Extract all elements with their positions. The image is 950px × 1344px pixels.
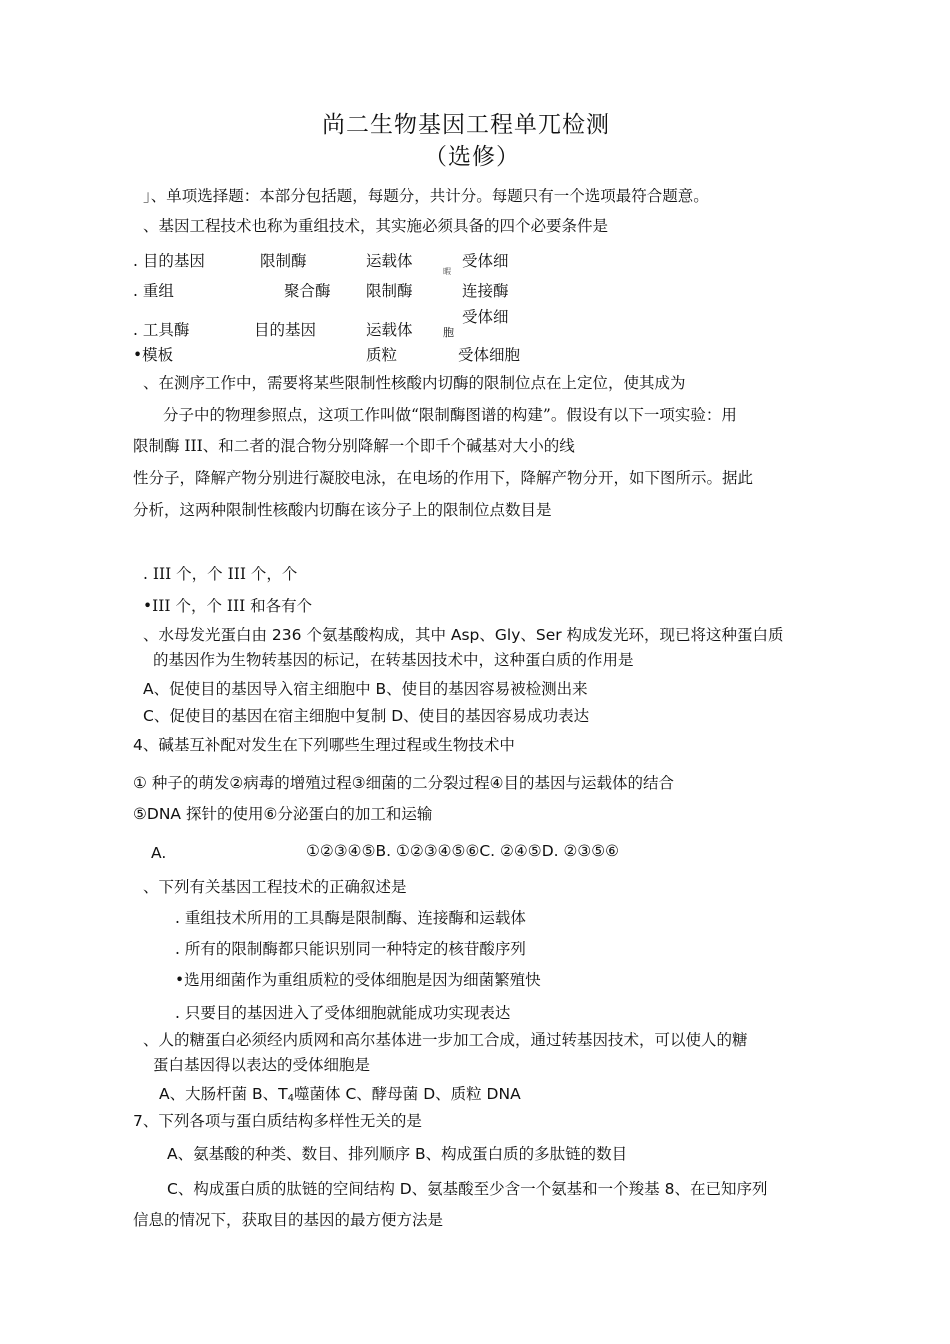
question-6-line: 蛋白基因得以表达的受体细胞是 — [153, 1056, 371, 1074]
question-5-stem: 、下列有关基因工程技术的正确叙述是 — [143, 878, 407, 896]
question-2-line: 性分子，降解产物分别进行凝胶电泳，在电场的作用下，降解产物分开，如下图所示。据此 — [133, 469, 754, 487]
q1-option-a-item: 运载体 — [366, 252, 413, 270]
q7-option-line: A、氨基酸的种类、数目、排列顺序 B、构成蛋白质的多肽链的数目 — [167, 1145, 628, 1163]
q2-option-line: •III 个，个 III 和各有个 — [143, 597, 313, 615]
question-7-stem: 7、下列各项与蛋白质结构多样性无关的是 — [133, 1112, 422, 1130]
q1-option-d-label: •模板 — [133, 346, 174, 364]
question-2-line: 限制酶 III、和二者的混合物分别降解一个即千个碱基对大小的线 — [133, 437, 575, 455]
q1-option-c-item: 运载体 — [366, 321, 413, 339]
section-header: 」、单项选择题：本部分包括题，每题分，共计分。每题只有一个选项最符合题意。 — [143, 187, 709, 205]
q1-option-b-item: 聚合酶 — [284, 282, 331, 300]
question-3-line: 的基因作为生物转基因的标记，在转基因技术中，这种蛋白质的作用是 — [153, 651, 634, 669]
q1-option-c-item: 目的基因 — [254, 321, 317, 339]
q7-option-line: C、构成蛋白质的肽链的空间结构 D、氨基酸至少含一个氨基和一个羧基 8、在已知序列 — [167, 1180, 768, 1198]
q6-options-subscript: 4 — [287, 1093, 295, 1104]
q1-artifact-mark: 暇 — [443, 267, 451, 276]
q5-option-line: . 所有的限制酶都只能识别同一种特定的核苷酸序列 — [175, 940, 526, 958]
q3-option-line: A、促使目的基因导入宿主细胞中 B、使目的基因容易被检测出来 — [143, 680, 588, 698]
q4-options-line: ①②③④⑤B. ①②③④⑤⑥C. ②④⑤D. ②③⑤⑥ — [306, 842, 620, 860]
q1-option-b-label: . 重组 — [133, 282, 174, 300]
q1-option-a-label: . 目的基因 — [133, 252, 205, 270]
q5-option-line: . 重组技术所用的工具酶是限制酶、连接酶和运载体 — [175, 909, 526, 927]
question-8-line: 信息的情况下，获取目的基因的最方便方法是 — [133, 1211, 444, 1229]
question-4-line: ⑤DNA 探针的使用⑥分泌蛋白的加工和运输 — [133, 805, 433, 823]
q4-option-a-label: A. — [151, 844, 167, 862]
question-1-stem: 、基因工程技术也称为重组技术，其实施必须具备的四个必要条件是 — [143, 217, 609, 235]
q1-option-c-item: 受体细 — [462, 308, 509, 326]
question-2-line: 分子中的物理参照点，这项工作叫做“限制酶图谱的构建”。假设有以下一项实验：用 — [163, 406, 737, 424]
q6-options — [159, 1084, 521, 1109]
question-2-line: 、在测序工作中，需要将某些限制性核酸内切酶的限制位点在上定位，使其成为 — [143, 374, 686, 392]
q5-option-line: . 只要目的基因进入了受体细胞就能成功实现表达 — [175, 1004, 511, 1022]
q1-option-a-item: 受体细 — [462, 252, 509, 270]
q1-artifact-mark: 胞 — [443, 326, 454, 339]
q1-option-d-item: 受体细胞 — [458, 346, 521, 364]
question-6-line: 、人的糖蛋白必须经内质网和高尔基体进一步加工合成，通过转基因技术，可以使人的糖 — [143, 1031, 748, 1049]
q3-option-line: C、促使目的基因在宿主细胞中复制 D、使目的基因容易成功表达 — [143, 707, 590, 725]
question-2-line: 分析，这两种限制性核酸内切酶在该分子上的限制位点数目是 — [133, 501, 552, 519]
q1-option-b-item: 限制酶 — [366, 282, 413, 300]
question-4-line: ① 种子的萌发②病毒的增殖过程③细菌的二分裂过程④目的基因与运载体的结合 — [133, 774, 675, 792]
q2-option-line: . III 个，个 III 个，个 — [143, 565, 298, 583]
doc-title: 尚二生物基因工程单兀检测 — [322, 112, 610, 138]
q6-options-part: 噬菌体 C、酵母菌 D、质粒 DNA — [294, 1085, 521, 1103]
q6-options-part: A、大肠杆菌 B、T — [159, 1085, 288, 1103]
q1-option-c-label: . 工具酶 — [133, 321, 190, 339]
q1-option-b-item: 连接酶 — [462, 282, 509, 300]
q1-option-d-item: 质粒 — [366, 346, 398, 364]
q5-option-line: •选用细菌作为重组质粒的受体细胞是因为细菌繁殖快 — [175, 971, 541, 989]
question-4-stem: 4、碱基互补配对发生在下列哪些生理过程或生物技术中 — [133, 736, 515, 754]
question-3-line: 、水母发光蛋白由 236 个氨基酸构成，其中 Asp、Gly、Ser 构成发光环，现已将这种蛋白质 — [143, 626, 784, 644]
q1-option-a-item: 限制酶 — [260, 252, 307, 270]
doc-subtitle: （选修） — [424, 144, 520, 170]
